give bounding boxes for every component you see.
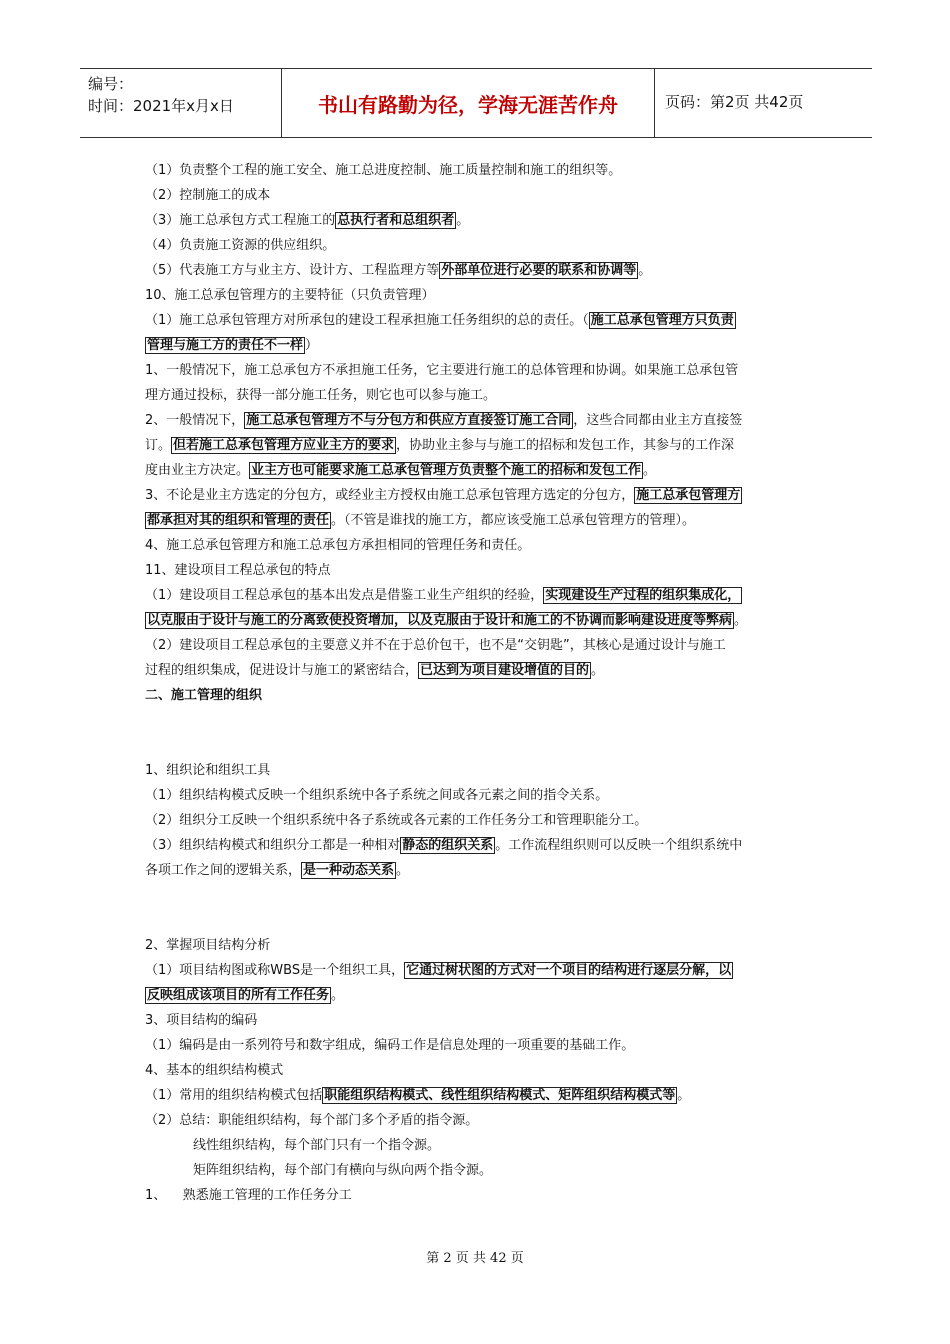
code-label: 编号： bbox=[88, 75, 134, 93]
text-line bbox=[145, 583, 810, 608]
text-line: 矩阵组织结构，每个部门有横向与纵向两个指令源。 bbox=[193, 1163, 493, 1178]
highlight-box: 总执行者和总组织者 bbox=[337, 213, 455, 228]
text-span: （1）建设项目工程总承包的基本出发点是借鉴工业生产组织的经验， bbox=[145, 588, 544, 603]
highlight-box: 反映组成该项目的所有工作任务 bbox=[147, 988, 330, 1003]
header-left bbox=[88, 73, 234, 117]
text-span: 。工作流程组织则可以反映一个组织系统中 bbox=[495, 838, 743, 853]
text-line bbox=[145, 833, 810, 858]
text-line bbox=[145, 958, 810, 983]
text-line: 理方通过投标，获得一部分施工任务，则它也可以参与施工。 bbox=[145, 388, 497, 403]
section-heading: 1、 熟悉施工管理的工作任务分工 bbox=[145, 1188, 352, 1203]
highlight-box: 以克服由于设计与施工的分离致使投资增加，以及克服由于设计和施工的不协调而影响建设进度等弊病 bbox=[147, 613, 733, 628]
text-span: 3、不论是业主方选定的分包方，或经业主方授权由施工总承包管理方选定的分包方， bbox=[145, 488, 635, 503]
highlight-box: 已达到为项目建设增值的目的 bbox=[420, 663, 590, 678]
text-line: （2）组织分工反映一个组织系统中各子系统或各元素的工作任务分工和管理职能分工。 bbox=[145, 813, 648, 828]
section-heading: 2、掌握项目结构分析 bbox=[145, 938, 271, 953]
text-span: 。（不管是谁找的施工方，都应该受施工总承包管理方的管理）。 bbox=[331, 513, 696, 528]
text-span: 。 bbox=[456, 213, 470, 228]
text-line bbox=[145, 458, 810, 483]
section-heading: 10、施工总承包管理方的主要特征（只负责管理） bbox=[145, 288, 435, 303]
text-line bbox=[145, 508, 810, 533]
text-span: 。 bbox=[643, 463, 657, 478]
text-span: ） bbox=[305, 338, 319, 353]
text-span: 2、一般情况下， bbox=[145, 413, 245, 428]
highlight-box: 静态的组织关系 bbox=[402, 838, 494, 853]
text-line bbox=[145, 408, 810, 433]
chapter-heading: 二、施工管理的组织 bbox=[145, 688, 263, 703]
text-line bbox=[145, 1083, 810, 1108]
text-line bbox=[145, 208, 810, 233]
text-line: 4、施工总承包管理方和施工总承包方承担相同的管理任务和责任。 bbox=[145, 538, 531, 553]
date-label: 时间：2021年x月x日 bbox=[88, 97, 234, 115]
text-span: 过程的组织集成，促进设计与施工的紧密结合， bbox=[145, 663, 419, 678]
text-span: ，协助业主参与与施工的招标和发包工作，其参与的工作深 bbox=[396, 438, 735, 453]
highlight-box: 它通过树状图的方式对一个项目的结构进行逐层分解，以 bbox=[406, 963, 732, 978]
text-span: （3）施工总承包方式工程施工的 bbox=[145, 213, 336, 228]
highlight-box: 是一种动态关系 bbox=[303, 863, 395, 878]
text-line bbox=[145, 658, 810, 683]
highlight-box: 管理与施工方的责任不一样 bbox=[147, 338, 304, 353]
text-line bbox=[145, 608, 810, 633]
section-heading: 4、基本的组织结构模式 bbox=[145, 1063, 284, 1078]
text-span: ，这些合同都由业主方直接签 bbox=[573, 413, 743, 428]
text-span: 。 bbox=[331, 988, 345, 1003]
text-line: （1）编码是由一系列符号和数字组成，编码工作是信息处理的一项重要的基础工作。 bbox=[145, 1038, 635, 1053]
text-span: 。 bbox=[677, 1088, 691, 1103]
text-span: （1）常用的组织结构模式包括 bbox=[145, 1088, 323, 1103]
highlight-box: 施工总承包管理方只负责 bbox=[590, 313, 734, 328]
header-page-number: 页码：第2页 共42页 bbox=[665, 93, 804, 111]
text-line: （1）组织结构模式反映一个组织系统中各子系统之间或各元素之间的指令关系。 bbox=[145, 788, 609, 803]
text-line bbox=[145, 258, 810, 283]
text-line: （2）总结：职能组织结构，每个部门多个矛盾的指令源。 bbox=[145, 1113, 479, 1128]
highlight-box: 但若施工总承包管理方应业主方的要求 bbox=[173, 438, 395, 453]
highlight-box: 业主方也可能要求施工总承包管理方负责整个施工的招标和发包工作 bbox=[251, 463, 642, 478]
text-line bbox=[145, 333, 810, 358]
text-span: 。 bbox=[638, 263, 652, 278]
highlight-box: 职能组织结构模式、线性组织结构模式、矩阵组织结构模式等 bbox=[324, 1088, 676, 1103]
header-motto: 书山有路勤为径，学海无涯苦作舟 bbox=[318, 92, 618, 117]
page-header bbox=[80, 68, 872, 138]
text-span: 度由业主方决定。 bbox=[145, 463, 250, 478]
text-span: 。 bbox=[591, 663, 605, 678]
text-span: （1）项目结构图或称WBS是一个组织工具， bbox=[145, 963, 405, 978]
spacer bbox=[145, 708, 810, 758]
highlight-box: 施工总承包管理方不与分包方和供应方直接签订施工合同 bbox=[246, 413, 572, 428]
section-heading: 3、项目结构的编码 bbox=[145, 1013, 258, 1028]
text-span: 订。 bbox=[145, 438, 172, 453]
text-line: 线性组织结构，每个部门只有一个指令源。 bbox=[193, 1138, 441, 1153]
spacer bbox=[145, 883, 810, 933]
section-heading: 11、建设项目工程总承包的特点 bbox=[145, 563, 331, 578]
header-divider bbox=[654, 69, 655, 137]
text-line: （2）控制施工的成本 bbox=[145, 188, 271, 203]
text-span: （1）施工总承包管理方对所承包的建设工程承担施工任务组织的总的责任。（ bbox=[145, 313, 589, 328]
highlight-box: 施工总承包管理方 bbox=[636, 488, 741, 503]
highlight-box: 都承担对其的组织和管理的责任 bbox=[147, 513, 330, 528]
text-line: （2）建设项目工程总承包的主要意义并不在于总价包干，也不是“交钥匙”，其核心是通过设计与施工 bbox=[145, 638, 726, 653]
highlight-box: 实现建设生产过程的组织集成化， bbox=[545, 588, 741, 603]
text-line bbox=[145, 483, 810, 508]
text-span: 。 bbox=[396, 863, 410, 878]
text-line bbox=[145, 858, 810, 883]
document-body bbox=[145, 158, 810, 1208]
highlight-box: 外部单位进行必要的联系和协调等 bbox=[441, 263, 637, 278]
page-footer: 第 2 页 共 42 页 bbox=[426, 1251, 524, 1266]
text-span: 各项工作之间的逻辑关系， bbox=[145, 863, 302, 878]
text-line bbox=[145, 433, 810, 458]
section-heading: 1、组织论和组织工具 bbox=[145, 763, 271, 778]
text-span: （3）组织结构模式和组织分工都是一种相对 bbox=[145, 838, 401, 853]
text-line bbox=[145, 983, 810, 1008]
text-line: 1、一般情况下，施工总承包方不承担施工任务，它主要进行施工的总体管理和协调。如果施工总承包管 bbox=[145, 363, 739, 378]
text-span: 。 bbox=[734, 613, 748, 628]
text-line: （4）负责施工资源的供应组织。 bbox=[145, 238, 336, 253]
text-line: （1）负责整个工程的施工安全、施工总进度控制、施工质量控制和施工的组织等。 bbox=[145, 163, 622, 178]
text-line bbox=[145, 308, 810, 333]
text-span: （5）代表施工方与业主方、设计方、工程监理方等 bbox=[145, 263, 440, 278]
